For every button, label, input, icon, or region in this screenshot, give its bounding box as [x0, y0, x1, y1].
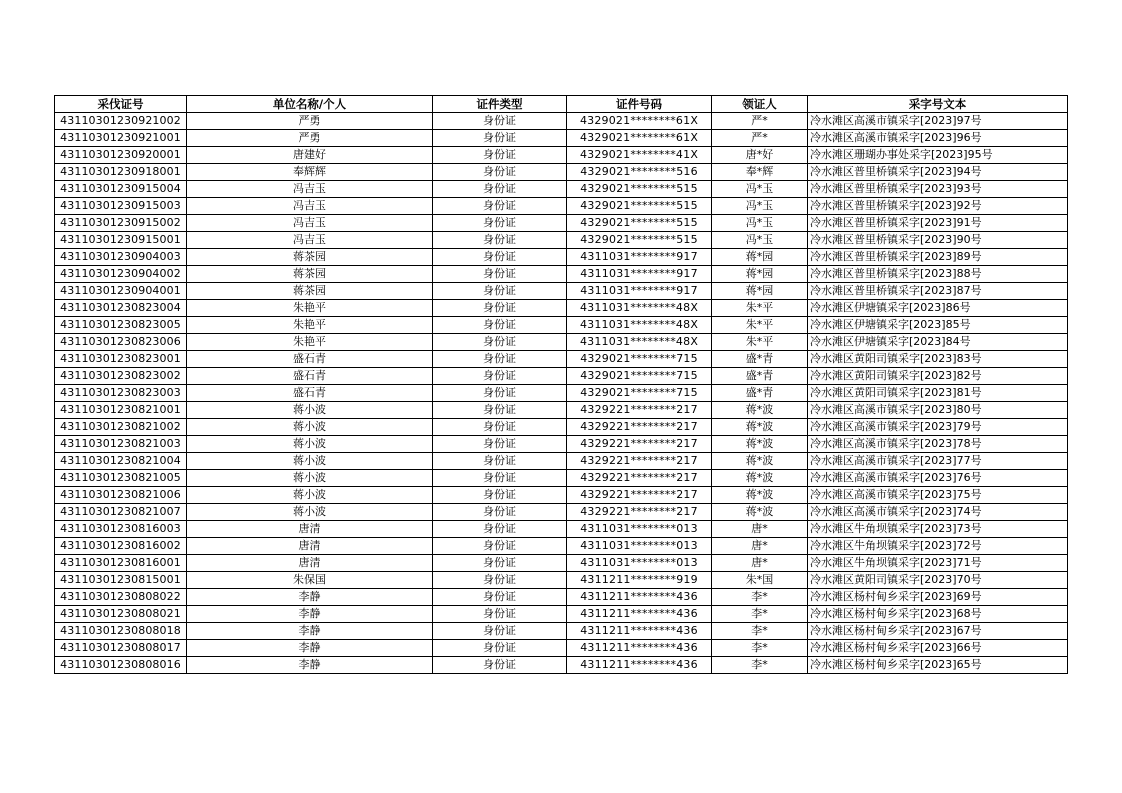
id-type-cell: 身份证 [433, 640, 567, 657]
recipient-cell: 盛*青 [712, 385, 808, 402]
table-row [55, 504, 1068, 521]
unit-name-cell: 盛石青 [187, 368, 433, 385]
unit-name-cell: 盛石青 [187, 385, 433, 402]
id-type-cell: 身份证 [433, 215, 567, 232]
table-row [55, 555, 1068, 572]
id-number-cell: 4311031********013 [567, 555, 712, 572]
unit-name-cell: 蒋小波 [187, 436, 433, 453]
recipient-cell: 严* [712, 113, 808, 130]
permit-number-cell: 43110301230808017 [55, 640, 187, 657]
recipient-cell: 唐*好 [712, 147, 808, 164]
permit-text-cell: 冷水滩区黄阳司镇采字[2023]70号 [808, 572, 1068, 589]
table-row [55, 470, 1068, 487]
unit-name-cell: 李静 [187, 657, 433, 674]
recipient-cell: 李* [712, 589, 808, 606]
id-number-cell: 4329021********515 [567, 198, 712, 215]
table-row [55, 419, 1068, 436]
table-row [55, 521, 1068, 538]
id-number-cell: 4329021********61X [567, 130, 712, 147]
table-row [55, 317, 1068, 334]
recipient-cell: 冯*玉 [712, 232, 808, 249]
unit-name-cell: 蒋小波 [187, 470, 433, 487]
id-type-cell: 身份证 [433, 453, 567, 470]
id-number-cell: 4329021********41X [567, 147, 712, 164]
table-row [55, 113, 1068, 130]
permit-number-cell: 43110301230816002 [55, 538, 187, 555]
recipient-cell: 奉*辉 [712, 164, 808, 181]
recipient-cell: 唐* [712, 555, 808, 572]
id-number-cell: 4311211********436 [567, 623, 712, 640]
recipient-cell: 冯*玉 [712, 198, 808, 215]
id-type-cell: 身份证 [433, 317, 567, 334]
header-unit-name: 单位名称/个人 [187, 96, 433, 113]
unit-name-cell: 严勇 [187, 113, 433, 130]
id-type-cell: 身份证 [433, 113, 567, 130]
unit-name-cell: 蒋茶园 [187, 249, 433, 266]
id-type-cell: 身份证 [433, 181, 567, 198]
table-row [55, 351, 1068, 368]
permit-text-cell: 冷水滩区高溪市镇采字[2023]96号 [808, 130, 1068, 147]
id-number-cell: 4311211********436 [567, 657, 712, 674]
id-type-cell: 身份证 [433, 555, 567, 572]
id-type-cell: 身份证 [433, 606, 567, 623]
permit-text-cell: 冷水滩区高溪市镇采字[2023]77号 [808, 453, 1068, 470]
recipient-cell: 唐* [712, 538, 808, 555]
unit-name-cell: 李静 [187, 640, 433, 657]
permit-text-cell: 冷水滩区高溪市镇采字[2023]75号 [808, 487, 1068, 504]
table-row [55, 215, 1068, 232]
unit-name-cell: 朱保国 [187, 572, 433, 589]
permit-number-cell: 43110301230915004 [55, 181, 187, 198]
id-number-cell: 4311031********013 [567, 538, 712, 555]
id-number-cell: 4329021********715 [567, 368, 712, 385]
permit-number-cell: 43110301230821002 [55, 419, 187, 436]
header-row [55, 96, 1068, 113]
recipient-cell: 盛*青 [712, 351, 808, 368]
recipient-cell: 盛*青 [712, 368, 808, 385]
recipient-cell: 蒋*波 [712, 419, 808, 436]
permit-text-cell: 冷水滩区高溪市镇采字[2023]79号 [808, 419, 1068, 436]
id-number-cell: 4329021********715 [567, 351, 712, 368]
id-type-cell: 身份证 [433, 623, 567, 640]
permit-number-cell: 43110301230808021 [55, 606, 187, 623]
recipient-cell: 蒋*园 [712, 266, 808, 283]
id-number-cell: 4311031********48X [567, 334, 712, 351]
id-type-cell: 身份证 [433, 232, 567, 249]
header-id-type: 证件类型 [433, 96, 567, 113]
table-row [55, 334, 1068, 351]
table-row [55, 572, 1068, 589]
permit-number-cell: 43110301230821001 [55, 402, 187, 419]
table-row [55, 453, 1068, 470]
permit-text-cell: 冷水滩区普里桥镇采字[2023]90号 [808, 232, 1068, 249]
permit-number-cell: 43110301230821006 [55, 487, 187, 504]
permit-number-cell: 43110301230823002 [55, 368, 187, 385]
table-row [55, 436, 1068, 453]
id-number-cell: 4329021********515 [567, 215, 712, 232]
id-number-cell: 4311211********436 [567, 589, 712, 606]
id-number-cell: 4311211********436 [567, 640, 712, 657]
id-type-cell: 身份证 [433, 249, 567, 266]
permit-text-cell: 冷水滩区普里桥镇采字[2023]87号 [808, 283, 1068, 300]
recipient-cell: 朱*平 [712, 334, 808, 351]
permit-text-cell: 冷水滩区黄阳司镇采字[2023]83号 [808, 351, 1068, 368]
unit-name-cell: 朱艳平 [187, 300, 433, 317]
recipient-cell: 朱*平 [712, 317, 808, 334]
id-type-cell: 身份证 [433, 266, 567, 283]
id-type-cell: 身份证 [433, 130, 567, 147]
permit-number-cell: 43110301230816001 [55, 555, 187, 572]
permit-text-cell: 冷水滩区杨村甸乡采字[2023]67号 [808, 623, 1068, 640]
unit-name-cell: 李静 [187, 606, 433, 623]
permit-text-cell: 冷水滩区高溪市镇采字[2023]76号 [808, 470, 1068, 487]
table-row [55, 266, 1068, 283]
recipient-cell: 蒋*园 [712, 249, 808, 266]
unit-name-cell: 蒋茶园 [187, 283, 433, 300]
id-type-cell: 身份证 [433, 657, 567, 674]
table-row [55, 640, 1068, 657]
unit-name-cell: 冯吉玉 [187, 232, 433, 249]
table-row [55, 538, 1068, 555]
table-row [55, 164, 1068, 181]
permit-text-cell: 冷水滩区伊塘镇采字[2023]84号 [808, 334, 1068, 351]
table-body [55, 113, 1068, 674]
table-row [55, 657, 1068, 674]
unit-name-cell: 严勇 [187, 130, 433, 147]
unit-name-cell: 蒋小波 [187, 453, 433, 470]
permit-number-cell: 43110301230821007 [55, 504, 187, 521]
id-type-cell: 身份证 [433, 470, 567, 487]
permit-number-cell: 43110301230920001 [55, 147, 187, 164]
id-type-cell: 身份证 [433, 538, 567, 555]
id-type-cell: 身份证 [433, 504, 567, 521]
permit-number-cell: 43110301230823003 [55, 385, 187, 402]
id-type-cell: 身份证 [433, 198, 567, 215]
id-type-cell: 身份证 [433, 487, 567, 504]
unit-name-cell: 蒋茶园 [187, 266, 433, 283]
permit-number-cell: 43110301230921001 [55, 130, 187, 147]
table-row [55, 300, 1068, 317]
id-number-cell: 4329021********515 [567, 181, 712, 198]
permit-text-cell: 冷水滩区杨村甸乡采字[2023]69号 [808, 589, 1068, 606]
unit-name-cell: 蒋小波 [187, 487, 433, 504]
id-number-cell: 4329021********516 [567, 164, 712, 181]
table-row [55, 249, 1068, 266]
permit-number-cell: 43110301230823006 [55, 334, 187, 351]
permit-number-cell: 43110301230915003 [55, 198, 187, 215]
recipient-cell: 朱*国 [712, 572, 808, 589]
id-type-cell: 身份证 [433, 368, 567, 385]
table-header [55, 96, 1068, 113]
id-number-cell: 4311031********013 [567, 521, 712, 538]
permit-number-cell: 43110301230815001 [55, 572, 187, 589]
unit-name-cell: 奉辉辉 [187, 164, 433, 181]
permit-number-cell: 43110301230904003 [55, 249, 187, 266]
recipient-cell: 冯*玉 [712, 215, 808, 232]
id-type-cell: 身份证 [433, 164, 567, 181]
permit-text-cell: 冷水滩区杨村甸乡采字[2023]68号 [808, 606, 1068, 623]
id-type-cell: 身份证 [433, 419, 567, 436]
id-type-cell: 身份证 [433, 589, 567, 606]
id-type-cell: 身份证 [433, 572, 567, 589]
header-id-number: 证件号码 [567, 96, 712, 113]
unit-name-cell: 蒋小波 [187, 419, 433, 436]
recipient-cell: 李* [712, 640, 808, 657]
unit-name-cell: 蒋小波 [187, 402, 433, 419]
table-row [55, 147, 1068, 164]
recipient-cell: 蒋*波 [712, 453, 808, 470]
permit-text-cell: 冷水滩区牛角坝镇采字[2023]73号 [808, 521, 1068, 538]
table-row [55, 589, 1068, 606]
permit-number-cell: 43110301230904002 [55, 266, 187, 283]
id-number-cell: 4329221********217 [567, 453, 712, 470]
permit-number-cell: 43110301230808022 [55, 589, 187, 606]
permit-text-cell: 冷水滩区普里桥镇采字[2023]92号 [808, 198, 1068, 215]
permit-text-cell: 冷水滩区高溪市镇采字[2023]78号 [808, 436, 1068, 453]
permit-text-cell: 冷水滩区牛角坝镇采字[2023]72号 [808, 538, 1068, 555]
permit-text-cell: 冷水滩区普里桥镇采字[2023]91号 [808, 215, 1068, 232]
id-number-cell: 4311031********48X [567, 300, 712, 317]
permit-text-cell: 冷水滩区杨村甸乡采字[2023]66号 [808, 640, 1068, 657]
recipient-cell: 朱*平 [712, 300, 808, 317]
unit-name-cell: 冯吉玉 [187, 215, 433, 232]
id-number-cell: 4311031********917 [567, 249, 712, 266]
permit-text-cell: 冷水滩区杨村甸乡采字[2023]65号 [808, 657, 1068, 674]
permit-text-cell: 冷水滩区牛角坝镇采字[2023]71号 [808, 555, 1068, 572]
recipient-cell: 李* [712, 623, 808, 640]
permit-text-cell: 冷水滩区普里桥镇采字[2023]89号 [808, 249, 1068, 266]
permit-number-cell: 43110301230918001 [55, 164, 187, 181]
permit-text-cell: 冷水滩区高溪市镇采字[2023]80号 [808, 402, 1068, 419]
unit-name-cell: 李静 [187, 589, 433, 606]
unit-name-cell: 冯吉玉 [187, 198, 433, 215]
permit-text-cell: 冷水滩区普里桥镇采字[2023]88号 [808, 266, 1068, 283]
table-row [55, 283, 1068, 300]
id-type-cell: 身份证 [433, 521, 567, 538]
id-type-cell: 身份证 [433, 402, 567, 419]
recipient-cell: 唐* [712, 521, 808, 538]
permit-number-cell: 43110301230823001 [55, 351, 187, 368]
permit-text-cell: 冷水滩区普里桥镇采字[2023]93号 [808, 181, 1068, 198]
permit-number-cell: 43110301230904001 [55, 283, 187, 300]
permit-text-cell: 冷水滩区珊瑚办事处采字[2023]95号 [808, 147, 1068, 164]
table-row [55, 198, 1068, 215]
recipient-cell: 李* [712, 657, 808, 674]
recipient-cell: 蒋*波 [712, 470, 808, 487]
permit-table [54, 95, 1068, 674]
table-row [55, 402, 1068, 419]
table-row [55, 385, 1068, 402]
permit-text-cell: 冷水滩区高溪市镇采字[2023]97号 [808, 113, 1068, 130]
table-row [55, 130, 1068, 147]
permit-text-cell: 冷水滩区伊塘镇采字[2023]86号 [808, 300, 1068, 317]
header-recipient: 领证人 [712, 96, 808, 113]
recipient-cell: 蒋*波 [712, 436, 808, 453]
id-number-cell: 4329021********61X [567, 113, 712, 130]
permit-number-cell: 43110301230921002 [55, 113, 187, 130]
permit-number-cell: 43110301230823004 [55, 300, 187, 317]
unit-name-cell: 李静 [187, 623, 433, 640]
id-number-cell: 4329221********217 [567, 402, 712, 419]
header-permit-text: 采字号文本 [808, 96, 1068, 113]
id-number-cell: 4329221********217 [567, 419, 712, 436]
id-number-cell: 4329221********217 [567, 504, 712, 521]
id-number-cell: 4311211********919 [567, 572, 712, 589]
header-permit-number: 采伐证号 [55, 96, 187, 113]
recipient-cell: 严* [712, 130, 808, 147]
permit-number-cell: 43110301230816003 [55, 521, 187, 538]
id-type-cell: 身份证 [433, 334, 567, 351]
permit-number-cell: 43110301230821003 [55, 436, 187, 453]
unit-name-cell: 冯吉玉 [187, 181, 433, 198]
permit-number-cell: 43110301230808018 [55, 623, 187, 640]
unit-name-cell: 唐清 [187, 555, 433, 572]
permit-text-cell: 冷水滩区黄阳司镇采字[2023]82号 [808, 368, 1068, 385]
unit-name-cell: 唐清 [187, 521, 433, 538]
recipient-cell: 李* [712, 606, 808, 623]
id-number-cell: 4329221********217 [567, 470, 712, 487]
recipient-cell: 蒋*波 [712, 487, 808, 504]
id-type-cell: 身份证 [433, 385, 567, 402]
unit-name-cell: 朱艳平 [187, 334, 433, 351]
table-row [55, 368, 1068, 385]
table-row [55, 606, 1068, 623]
unit-name-cell: 朱艳平 [187, 317, 433, 334]
table-row [55, 181, 1068, 198]
permit-text-cell: 冷水滩区高溪市镇采字[2023]74号 [808, 504, 1068, 521]
recipient-cell: 蒋*波 [712, 504, 808, 521]
unit-name-cell: 唐清 [187, 538, 433, 555]
table-row [55, 623, 1068, 640]
permit-number-cell: 43110301230821005 [55, 470, 187, 487]
permit-text-cell: 冷水滩区黄阳司镇采字[2023]81号 [808, 385, 1068, 402]
recipient-cell: 蒋*园 [712, 283, 808, 300]
unit-name-cell: 唐建好 [187, 147, 433, 164]
permit-number-cell: 43110301230915001 [55, 232, 187, 249]
id-type-cell: 身份证 [433, 300, 567, 317]
id-number-cell: 4329221********217 [567, 487, 712, 504]
recipient-cell: 蒋*波 [712, 402, 808, 419]
permit-number-cell: 43110301230821004 [55, 453, 187, 470]
permit-number-cell: 43110301230915002 [55, 215, 187, 232]
table-row [55, 232, 1068, 249]
permit-text-cell: 冷水滩区普里桥镇采字[2023]94号 [808, 164, 1068, 181]
permit-number-cell: 43110301230808016 [55, 657, 187, 674]
id-number-cell: 4311031********48X [567, 317, 712, 334]
id-number-cell: 4329021********515 [567, 232, 712, 249]
id-number-cell: 4311031********917 [567, 266, 712, 283]
id-number-cell: 4329221********217 [567, 436, 712, 453]
table-row [55, 487, 1068, 504]
id-number-cell: 4311211********436 [567, 606, 712, 623]
unit-name-cell: 盛石青 [187, 351, 433, 368]
id-type-cell: 身份证 [433, 147, 567, 164]
id-type-cell: 身份证 [433, 351, 567, 368]
permit-text-cell: 冷水滩区伊塘镇采字[2023]85号 [808, 317, 1068, 334]
id-number-cell: 4329021********715 [567, 385, 712, 402]
id-number-cell: 4311031********917 [567, 283, 712, 300]
id-type-cell: 身份证 [433, 436, 567, 453]
unit-name-cell: 蒋小波 [187, 504, 433, 521]
permit-number-cell: 43110301230823005 [55, 317, 187, 334]
id-type-cell: 身份证 [433, 283, 567, 300]
recipient-cell: 冯*玉 [712, 181, 808, 198]
